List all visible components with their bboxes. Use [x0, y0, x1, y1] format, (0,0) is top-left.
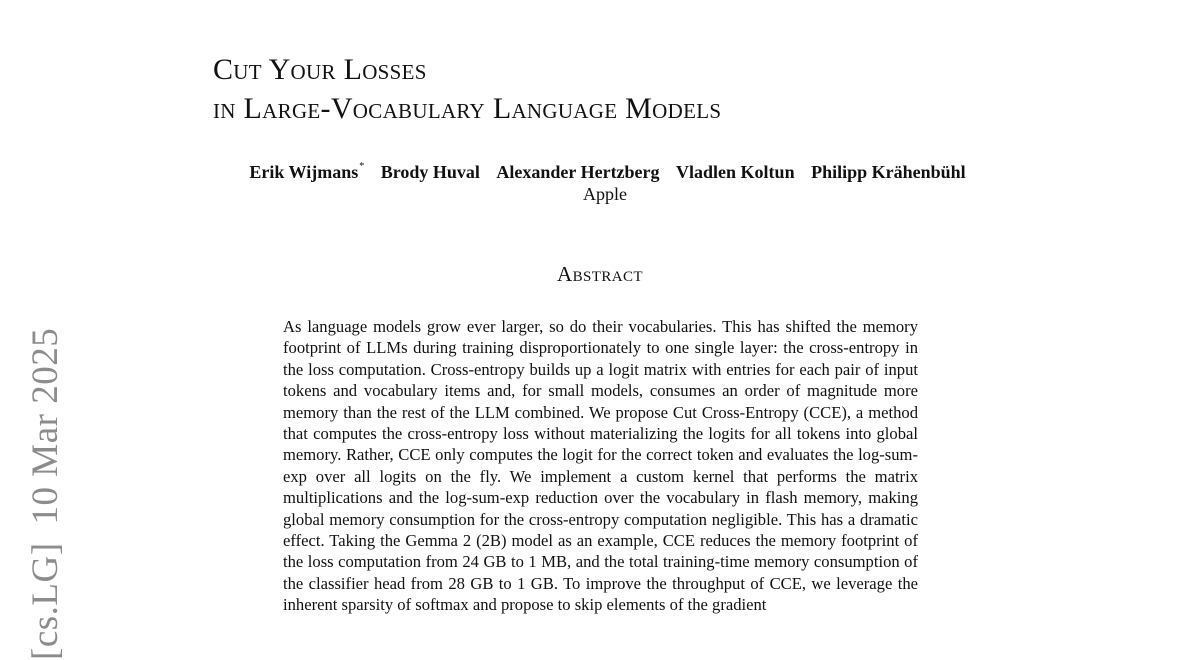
- author: [249, 162, 364, 182]
- author-name: Philipp Krähenbühl: [811, 162, 966, 182]
- paper-title: [213, 50, 721, 128]
- abstract-heading: Abstract: [557, 262, 643, 286]
- author: [496, 162, 659, 182]
- affiliation: Apple: [583, 184, 627, 204]
- author-name: Alexander Hertzberg: [496, 162, 660, 182]
- title-line-1: Cut Your Losses: [213, 53, 427, 86]
- author: [676, 162, 795, 182]
- abstract-text: As language models grow ever larger, so do their vocabularies. This has shifted the memory footprint of LLMs during training disproportionately to one single layer: the cross-entropy in the loss computation. Cross-entropy builds up a logit matrix with entries for each pair of input tokens and vocabulary items and, for small models, consumes an order of magnitude more memory than the rest of the LLM combined. We propose Cut Cross-Entropy (CCE), a method that computes the cross-entropy loss without materializing the logits for all tokens into global memory. Rather, CCE only computes the logit for the correct token and evaluates the log-sum-exp over all logits on the fly. We implement a custom kernel that performs the matrix multiplications and the log-sum-exp reduction over the vocabulary in flash memory, making global memory consumption for the cross-entropy computation negligible. This has a dramatic effect. Taking the Gemma 2 (2B) model as an example, CCE reduces the memory footprint of the loss computation from 24 GB to 1 MB, and the total training-time memory consumption of the classifier head from 28 GB to 1 GB. To improve the throughput of CCE, we leverage the inherent sparsity of softmax and propose to skip elements of the gradient: [283, 317, 918, 615]
- author: [381, 162, 480, 182]
- author-list: [0, 162, 1200, 183]
- arxiv-date: 10 Mar 2025: [25, 327, 66, 525]
- author-name: Vladlen Koltun: [676, 162, 795, 182]
- title-line-2: in Large-Vocabulary Language Models: [213, 92, 722, 125]
- author-name: Erik Wijmans: [249, 162, 359, 182]
- author: [811, 162, 966, 182]
- author-name: Brody Huval: [380, 162, 480, 182]
- arxiv-category: [cs.LG]: [25, 542, 66, 660]
- arxiv-stamp: [24, 328, 67, 660]
- author-footnote-mark: *: [359, 161, 365, 172]
